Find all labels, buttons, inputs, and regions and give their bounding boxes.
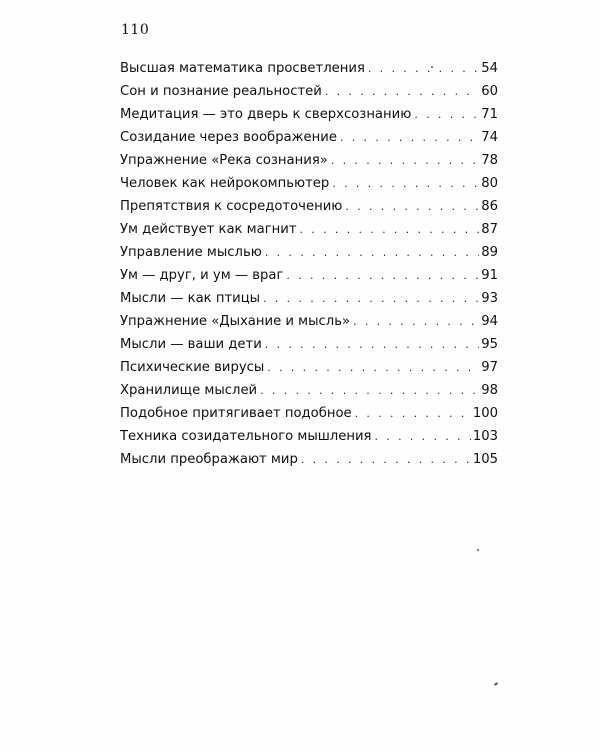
toc-dot-leader — [368, 57, 479, 80]
toc-entry — [120, 241, 498, 264]
toc-entry-title: Техника созидательного мышления — [120, 429, 372, 444]
table-of-contents — [120, 57, 498, 471]
toc-entry-title: Ум действует как магнит — [120, 222, 297, 237]
toc-dot-leader — [331, 149, 479, 172]
toc-dot-leader — [340, 126, 479, 149]
toc-dot-leader — [301, 448, 471, 471]
toc-dot-leader — [286, 264, 479, 287]
toc-dot-leader — [325, 80, 479, 103]
toc-entry-title: Упражнение «Дыхание и мысль» — [120, 314, 351, 329]
toc-entry-title: Управление мыслью — [120, 245, 262, 260]
toc-entry-title: Психические вирусы — [120, 360, 265, 375]
toc-entry — [120, 264, 498, 287]
toc-entry-title: Ум — друг, и ум — враг — [120, 268, 284, 283]
toc-entry-title: Мысли — как птицы — [120, 291, 261, 306]
toc-entry-title: Человек как нейрокомпьютер — [120, 176, 330, 191]
toc-entry-page: 71 — [481, 107, 498, 122]
toc-dot-leader — [374, 425, 470, 448]
toc-dot-leader — [300, 218, 480, 241]
toc-entry — [120, 218, 498, 241]
toc-entry — [120, 425, 498, 448]
toc-entry — [120, 356, 498, 379]
toc-entry-title: Высшая математика просветления — [120, 61, 365, 76]
toc-entry-page: 105 — [472, 452, 498, 467]
toc-dot-leader — [353, 310, 479, 333]
toc-entry-title: Препятствия к сосредоточению — [120, 199, 343, 214]
toc-entry-page: 97 — [481, 360, 498, 375]
toc-dot-leader — [265, 333, 479, 356]
toc-entry-page: 74 — [481, 130, 498, 145]
toc-entry — [120, 287, 498, 310]
toc-entry-page: 91 — [481, 268, 498, 283]
toc-dot-leader — [260, 379, 479, 402]
toc-entry-page: 95 — [481, 337, 498, 352]
toc-entry-title: Созидание через воображение — [120, 130, 337, 145]
toc-entry-title: Подобное притягивает подобное — [120, 406, 352, 421]
toc-entry — [120, 57, 498, 80]
toc-entry-page: 100 — [472, 406, 498, 421]
toc-dot-leader — [263, 287, 479, 310]
toc-entry-title: Мысли — ваши дети — [120, 337, 262, 352]
toc-entry-page: 94 — [481, 314, 498, 329]
toc-entry — [120, 172, 498, 195]
toc-dot-leader — [267, 356, 479, 379]
toc-entry — [120, 448, 498, 471]
toc-entry — [120, 103, 498, 126]
toc-dot-leader — [332, 172, 479, 195]
toc-entry-title: Медитация — это дверь к сверхсознанию — [120, 107, 412, 122]
toc-entry-page: 89 — [481, 245, 498, 260]
toc-entry-page: 98 — [481, 383, 498, 398]
toc-dot-leader — [414, 103, 479, 126]
toc-entry-title: Упражнение «Река сознания» — [120, 153, 328, 168]
page-number: 110 — [121, 22, 150, 38]
toc-dot-leader — [355, 402, 471, 425]
toc-entry — [120, 310, 498, 333]
toc-entry-page: 87 — [481, 222, 498, 237]
toc-entry-title: Мысли преображают мир — [120, 452, 298, 467]
toc-entry-page: 78 — [481, 153, 498, 168]
toc-entry-page: 54 — [481, 61, 498, 76]
toc-entry — [120, 195, 498, 218]
toc-entry — [120, 379, 498, 402]
toc-dot-leader — [265, 241, 479, 264]
toc-entry — [120, 126, 498, 149]
toc-entry-page: 86 — [481, 199, 498, 214]
toc-entry — [120, 333, 498, 356]
toc-entry-title: Хранилище мыслей — [120, 383, 258, 398]
toc-entry — [120, 149, 498, 172]
toc-entry-page: 60 — [481, 84, 498, 99]
toc-entry-page: 103 — [472, 429, 498, 444]
toc-entry-page: 80 — [481, 176, 498, 191]
toc-entry-title: Сон и познание реальностей — [120, 84, 322, 99]
toc-entry-page: 93 — [481, 291, 498, 306]
toc-dot-leader — [345, 195, 479, 218]
toc-entry — [120, 402, 498, 425]
print-speck — [494, 682, 498, 686]
print-speck — [477, 549, 479, 551]
print-speck — [431, 66, 433, 68]
toc-entry — [120, 80, 498, 103]
